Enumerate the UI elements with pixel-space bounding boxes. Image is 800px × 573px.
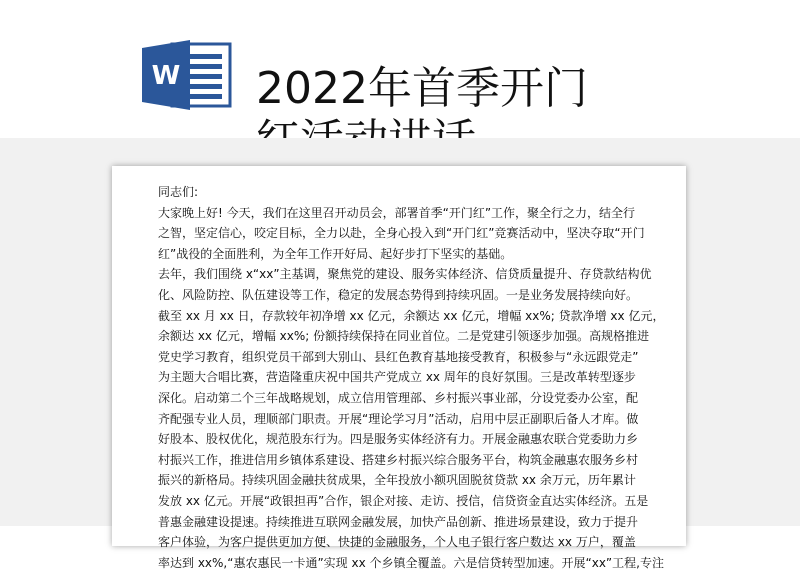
body-text-line: 普惠金融建设提速。持续推进互联网金融发展，加快产品创新、推进场景建设，致力于提升 <box>158 514 639 529</box>
body-text-line: 深化。启动第二个三年战略规划，成立信用管理部、乡村振兴事业部，分设党委办公室，配 <box>158 390 639 405</box>
body-text-line: 去年，我们围绕 x“xx”主基调，聚焦党的建设、服务实体经济、信贷质量提升、存贷款结构优 <box>158 267 652 282</box>
body-text-line: 余额达 xx 亿元，增幅 xx%; 份额持续保持在同业首位。二是党建引领逐步加强。高规格推进 <box>158 329 650 344</box>
word-document-icon <box>140 38 232 112</box>
body-text-line: 大家晚上好! 今天，我们在这里召开动员会，部署首季“开门红”工作，聚全行之力，结全行 <box>158 205 636 220</box>
body-text-line: 振兴的新格局。持续巩固金融扶贫成果，全年投放小额巩固脱贫贷款 xx 余万元，历年累计 <box>158 473 636 488</box>
body-text-line: 齐配强专业人员，理顺部门职责。开展“理论学习月”活动，启用中层正副职后备人才库。做 <box>158 411 639 426</box>
body-text-line: 村振兴工作，推进信用乡镇体系建设、搭建乡村振兴综合服务平台，构筑金融惠农服务乡村 <box>158 452 639 467</box>
body-text-line: 化、风险防控、队伍建设等工作，稳定的发展态势得到持续巩固。一是业务发展持续向好。 <box>158 287 639 302</box>
body-text-line: 发放 xx 亿元。开展“政银担再”合作，银企对接、走访、授信，信贷资金直达实体经济。五是 <box>158 493 649 508</box>
body-text-line: 好股本、股权优化，规范股东行为。四是服务实体经济有力。开展金融惠农联合党委助力乡 <box>158 432 639 447</box>
salutation: 同志们: <box>158 185 199 199</box>
document-page <box>112 166 686 570</box>
body-text-line: 为主题大合唱比赛，营造隆重庆祝中国共产党成立 xx 周年的良好氛围。三是改革转型逐步 <box>158 370 636 385</box>
body-text-line: 率达到 xx%,“惠农惠民一卡通”实现 xx 个乡镇全覆盖。六是信贷转型加速。开展“xx”工程,专注 <box>158 555 664 570</box>
body-text-line: 截至 xx 月 xx 日，存款较年初净增 xx 亿元，余额达 xx 亿元，增幅 xx%; 贷款净增 xx 亿元， <box>158 308 665 323</box>
header <box>0 0 800 150</box>
body-text-line: 之智，坚定信心，咬定目标，全力以赴，全身心投入到“开门红”竞赛活动中，坚决夺取“开门 <box>158 226 645 241</box>
word-icon-letter: W <box>151 61 181 91</box>
body-text-line: 客户体验，为客户提供更加方便、快捷的金融服务，个人电子银行客户数达 xx 万户，覆盖 <box>158 535 636 550</box>
title-line-1: 2022年首季开门 <box>256 63 588 115</box>
document-body <box>158 182 665 573</box>
body-text-line: 党史学习教育，组织党员干部到大别山、县红色教育基地接受教育，积极参与“永远跟党走” <box>158 349 639 364</box>
body-text-line: 红”战役的全面胜利，为全年工作开好局、起好步打下坚实的基础。 <box>158 246 513 261</box>
